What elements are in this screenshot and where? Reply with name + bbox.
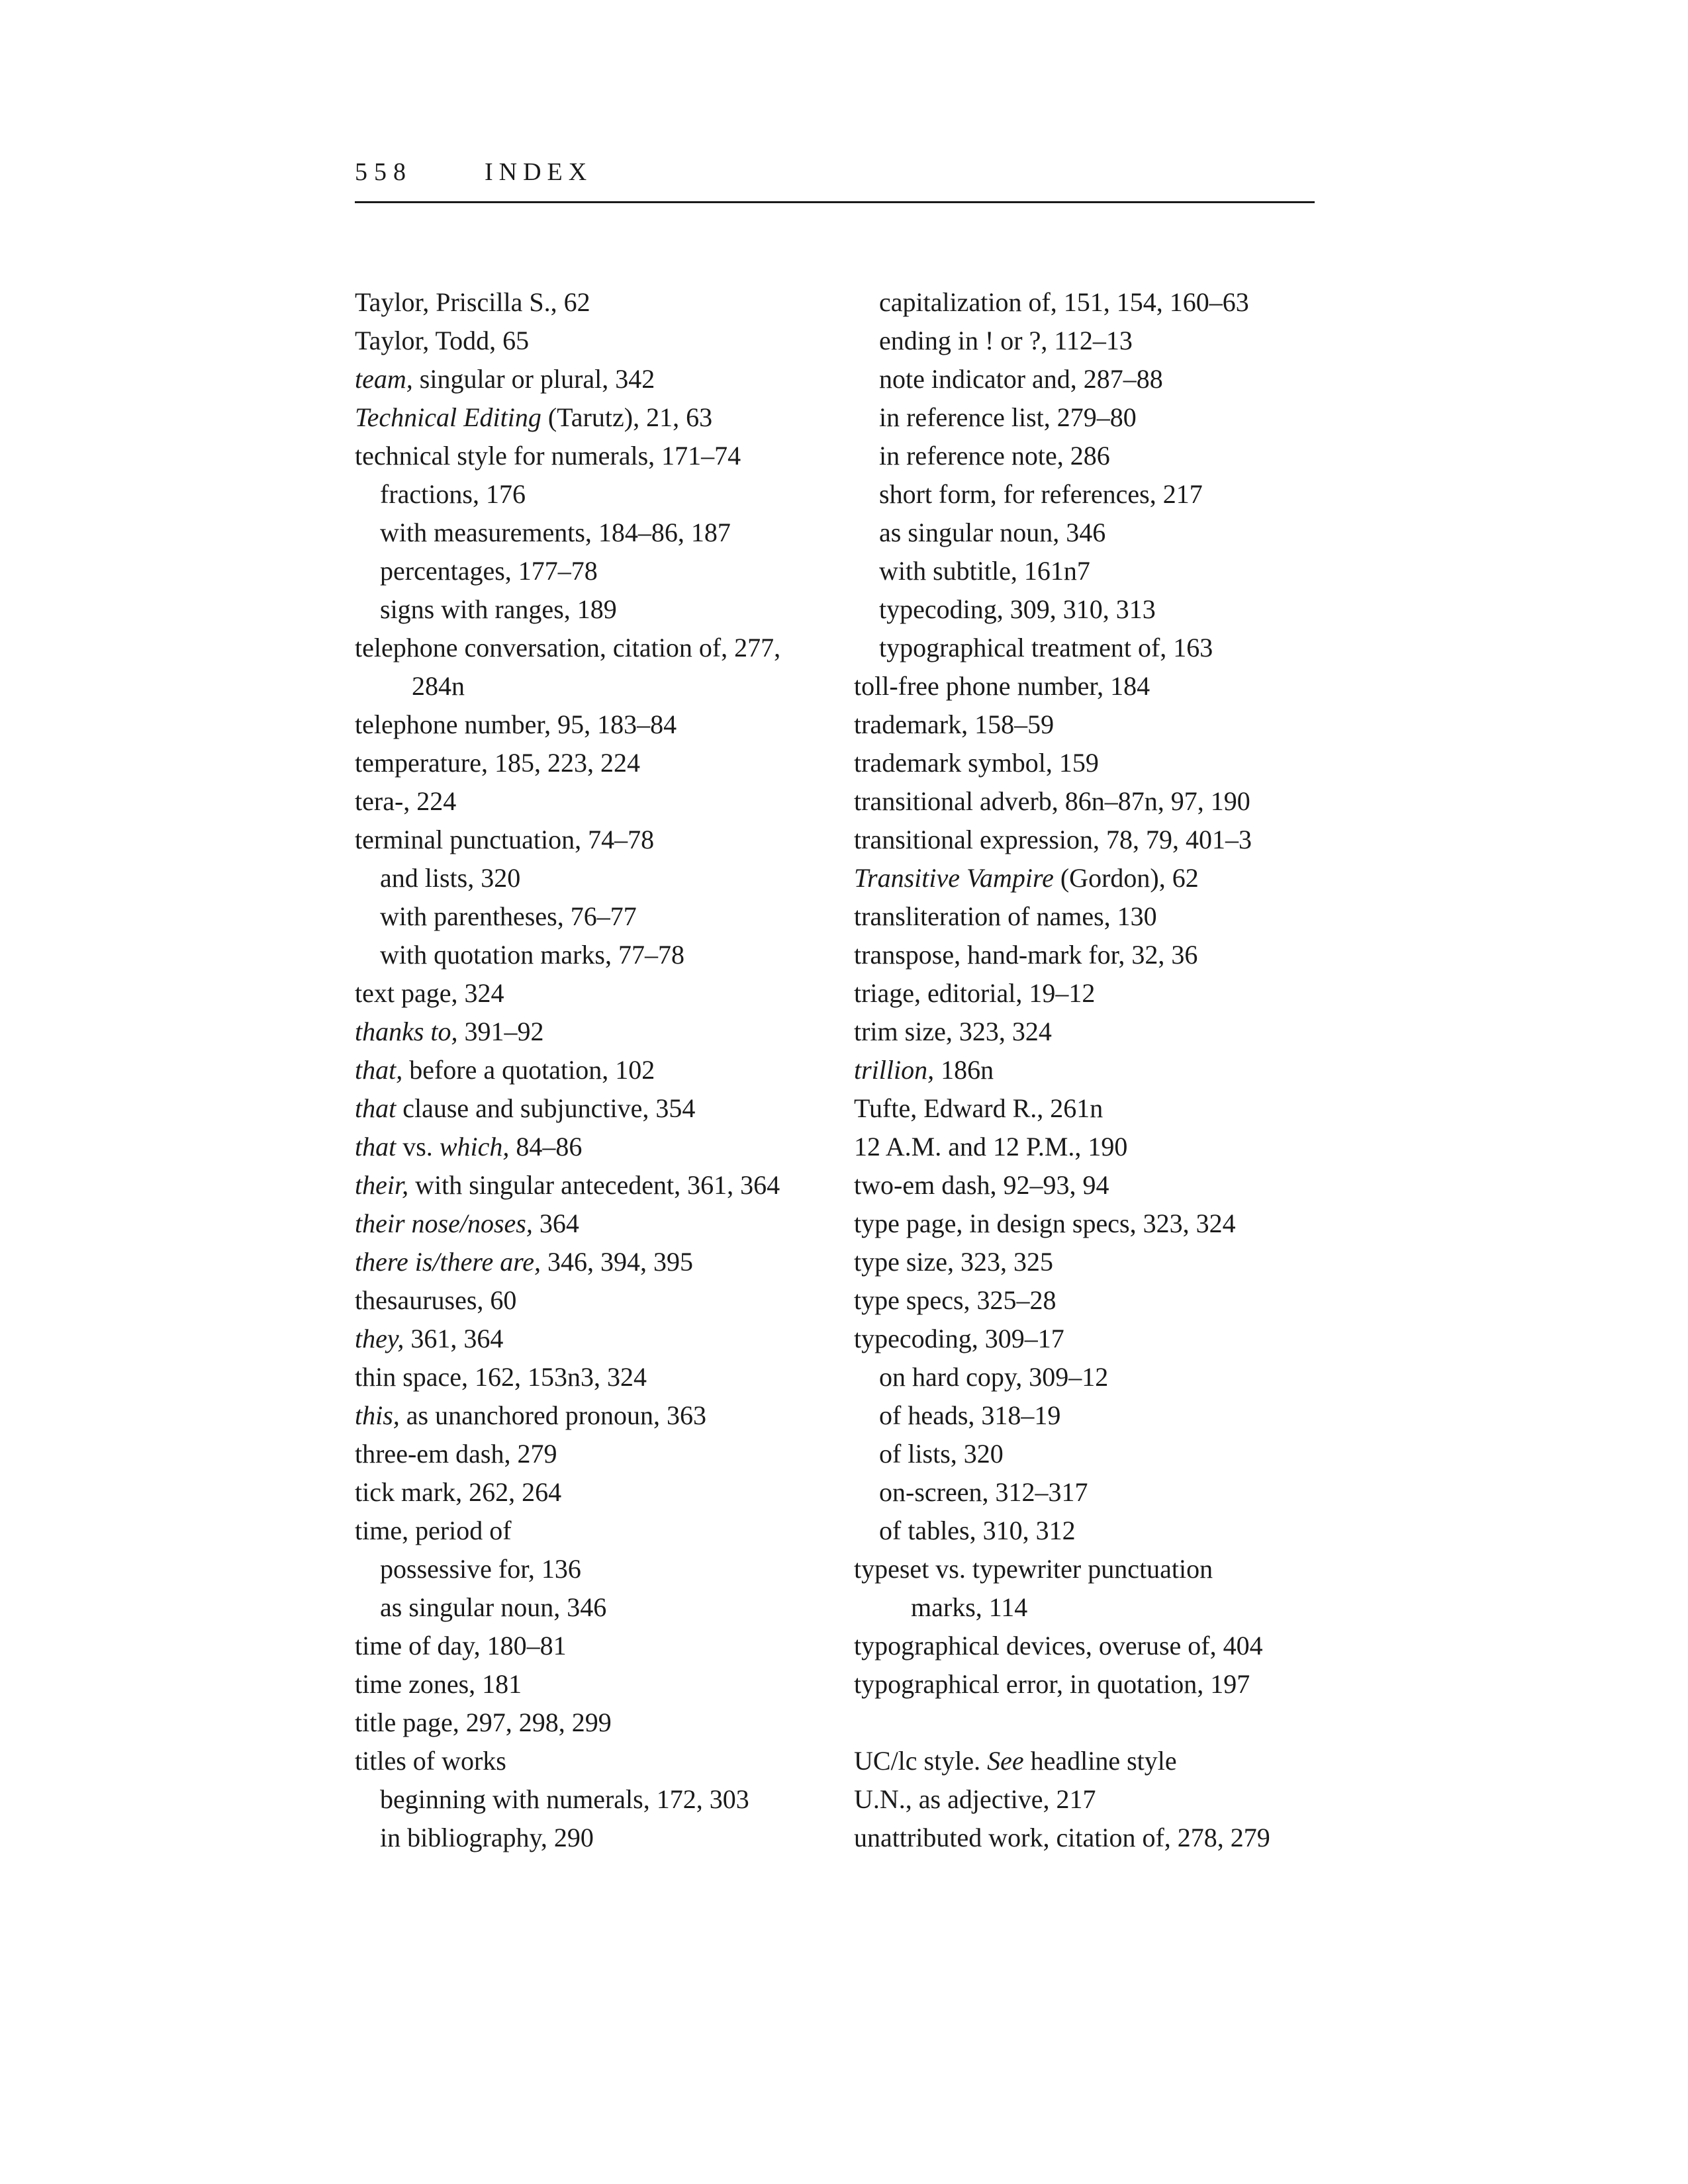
entry-text: 364 <box>532 1208 579 1238</box>
italic-term: that <box>355 1132 397 1161</box>
index-subentry <box>854 475 1357 514</box>
entry-text: with singular antecedent, 361, 364 <box>408 1170 780 1200</box>
index-entry <box>854 1205 1357 1243</box>
index-entry <box>355 1473 858 1512</box>
entry-text: 186n <box>934 1055 994 1085</box>
entry-text: 12 A.M. and 12 P.M., 190 <box>854 1132 1128 1161</box>
entry-text: typographical treatment of, 163 <box>879 633 1213 662</box>
italic-term: thanks to, <box>355 1017 458 1046</box>
index-entry <box>355 322 858 360</box>
entry-text: UC/lc style. <box>854 1746 988 1776</box>
index-subentry <box>355 475 858 514</box>
index-subentry <box>355 897 858 936</box>
entry-text: (Gordon), 62 <box>1053 863 1199 893</box>
entry-text: text page, 324 <box>355 978 504 1008</box>
index-entry <box>854 1013 1357 1051</box>
entry-text: time of day, 180–81 <box>355 1631 567 1661</box>
index-entry <box>355 1166 858 1205</box>
entry-text: vs. <box>396 1132 440 1161</box>
index-entry <box>854 1089 1357 1128</box>
index-entry <box>854 859 1357 897</box>
index-entry <box>854 974 1357 1013</box>
index-subentry <box>854 590 1357 629</box>
running-head: INDEX <box>485 158 593 186</box>
italic-term: Technical Editing <box>355 402 541 432</box>
index-subentry <box>854 1358 1357 1396</box>
index-entry <box>355 1243 858 1281</box>
index-subentry <box>854 322 1357 360</box>
index-entry <box>854 1550 1357 1588</box>
index-entry <box>355 1396 858 1435</box>
entry-text: (Tarutz), 21, 63 <box>541 402 713 432</box>
entry-text: titles of works <box>355 1746 506 1776</box>
entry-text: in reference list, 279–80 <box>879 402 1137 432</box>
index-entry <box>355 360 858 398</box>
index-entry <box>355 629 858 667</box>
index-entry <box>854 667 1357 705</box>
index-column-right <box>854 283 1357 1857</box>
index-entry <box>355 1089 858 1128</box>
entry-text: time, period of <box>355 1516 512 1545</box>
entry-text: note indicator and, 287–88 <box>879 364 1163 394</box>
entry-text: time zones, 181 <box>355 1669 522 1699</box>
index-entry <box>355 705 858 744</box>
index-entry <box>854 1243 1357 1281</box>
index-entry <box>355 1742 858 1780</box>
entry-text: transpose, hand-mark for, 32, 36 <box>854 940 1198 970</box>
index-entry <box>355 1435 858 1473</box>
italic-term: which, <box>439 1132 510 1161</box>
entry-text: U.N., as adjective, 217 <box>854 1784 1096 1814</box>
index-subentry <box>355 1588 858 1627</box>
entry-text: with quotation marks, 77–78 <box>380 940 684 970</box>
entry-text: and lists, 320 <box>380 863 521 893</box>
index-entry <box>854 1742 1357 1780</box>
entry-text: of tables, 310, 312 <box>879 1516 1076 1545</box>
index-entry <box>854 744 1357 782</box>
index-subentry <box>355 859 858 897</box>
entry-text: type page, in design specs, 323, 324 <box>854 1208 1236 1238</box>
index-subentry <box>854 283 1357 322</box>
index-entry <box>355 1128 858 1166</box>
entry-text: signs with ranges, 189 <box>380 594 617 624</box>
entry-text: with parentheses, 76–77 <box>380 901 637 931</box>
entry-text: typecoding, 309, 310, 313 <box>879 594 1156 624</box>
index-subentry <box>355 1780 858 1819</box>
index-entry <box>355 1205 858 1243</box>
entry-text: Taylor, Todd, 65 <box>355 326 530 355</box>
entry-text: technical style for numerals, 171–74 <box>355 441 741 471</box>
entry-text: short form, for references, 217 <box>879 479 1203 509</box>
index-entry <box>355 821 858 859</box>
index-entry <box>355 1704 858 1742</box>
italic-term: they, <box>355 1324 404 1353</box>
entry-text: fractions, 176 <box>380 479 526 509</box>
italic-term: their, <box>355 1170 409 1200</box>
entry-text: as unanchored pronoun, 363 <box>399 1400 707 1430</box>
header-rule <box>355 201 1315 203</box>
entry-text: capitalization of, 151, 154, 160–63 <box>879 287 1249 317</box>
index-entry <box>355 398 858 437</box>
index-column-left <box>355 283 858 1857</box>
italic-term: See <box>987 1746 1024 1776</box>
index-entry <box>854 936 1357 974</box>
entry-text: type size, 323, 325 <box>854 1247 1054 1277</box>
index-subentry <box>355 1819 858 1857</box>
entry-text: Tufte, Edward R., 261n <box>854 1093 1103 1123</box>
index-subentry <box>355 590 858 629</box>
index-entry <box>355 1281 858 1320</box>
index-entry <box>355 1013 858 1051</box>
italic-term: Transitive Vampire <box>854 863 1054 893</box>
index-entry <box>355 1358 858 1396</box>
entry-text: trim size, 323, 324 <box>854 1017 1052 1046</box>
entry-text: 346, 394, 395 <box>541 1247 694 1277</box>
entry-text: 391–92 <box>457 1017 544 1046</box>
italic-term: team, <box>355 364 413 394</box>
index-entry <box>854 1166 1357 1205</box>
entry-text: trademark, 158–59 <box>854 709 1055 739</box>
entry-text: type specs, 325–28 <box>854 1285 1056 1315</box>
entry-text: tick mark, 262, 264 <box>355 1477 562 1507</box>
entry-text: tera-, 224 <box>355 786 457 816</box>
entry-text: in reference note, 286 <box>879 441 1110 471</box>
index-entry <box>854 705 1357 744</box>
index-entry <box>854 821 1357 859</box>
italic-term: that, <box>355 1055 403 1085</box>
entry-text: title page, 297, 298, 299 <box>355 1707 612 1737</box>
entry-text: two-em dash, 92–93, 94 <box>854 1170 1109 1200</box>
index-subentry <box>854 629 1357 667</box>
index-entry <box>355 283 858 322</box>
entry-text: 84–86 <box>509 1132 583 1161</box>
index-subentry <box>854 1588 1357 1627</box>
index-subentry <box>355 1550 858 1588</box>
index-subentry <box>355 552 858 590</box>
index-subentry <box>854 360 1357 398</box>
entry-text: ending in ! or ?, 112–13 <box>879 326 1133 355</box>
index-subentry <box>854 1512 1357 1550</box>
index-entry <box>355 974 858 1013</box>
entry-text: typographical devices, overuse of, 404 <box>854 1631 1263 1661</box>
entry-text: clause and subjunctive, 354 <box>396 1093 696 1123</box>
entry-text: unattributed work, citation of, 278, 279 <box>854 1823 1270 1852</box>
entry-text: terminal punctuation, 74–78 <box>355 825 655 854</box>
index-entry <box>854 1320 1357 1358</box>
entry-text: trademark symbol, 159 <box>854 748 1099 778</box>
index-entry <box>854 1128 1357 1166</box>
entry-text: telephone conversation, citation of, 277, <box>355 633 781 662</box>
index-entry <box>355 744 858 782</box>
italic-term: there is/there are, <box>355 1247 541 1277</box>
italic-term: trillion, <box>854 1055 935 1085</box>
italic-term: this, <box>355 1400 400 1430</box>
entry-text: temperature, 185, 223, 224 <box>355 748 640 778</box>
entry-text: Taylor, Priscilla S., 62 <box>355 287 590 317</box>
index-entry <box>854 782 1357 821</box>
entry-text: typographical error, in quotation, 197 <box>854 1669 1250 1699</box>
entry-text: in bibliography, 290 <box>380 1823 594 1852</box>
index-entry <box>355 1665 858 1704</box>
entry-text: beginning with numerals, 172, 303 <box>380 1784 749 1814</box>
index-entry <box>854 1665 1357 1704</box>
letter-group-gap <box>854 1704 1357 1742</box>
index-entry <box>854 1051 1357 1089</box>
entry-text: typecoding, 309–17 <box>854 1324 1064 1353</box>
index-entry <box>854 1780 1357 1819</box>
index-subentry <box>854 1435 1357 1473</box>
entry-text: on-screen, 312–317 <box>879 1477 1088 1507</box>
entry-text: three-em dash, 279 <box>355 1439 557 1469</box>
entry-text: transitional adverb, 86n–87n, 97, 190 <box>854 786 1250 816</box>
index-subentry <box>854 437 1357 475</box>
entry-text: 361, 364 <box>404 1324 504 1353</box>
entry-text: telephone number, 95, 183–84 <box>355 709 677 739</box>
index-entry <box>355 782 858 821</box>
index-subentry <box>854 1396 1357 1435</box>
entry-text: on hard copy, 309–12 <box>879 1362 1109 1392</box>
entry-text: possessive for, 136 <box>380 1554 581 1584</box>
entry-text: as singular noun, 346 <box>380 1592 607 1622</box>
index-entry <box>854 897 1357 936</box>
entry-text: as singular noun, 346 <box>879 518 1106 547</box>
italic-term: their nose/noses, <box>355 1208 533 1238</box>
index-entry <box>854 1819 1357 1857</box>
index-subentry <box>355 667 858 705</box>
italic-term: that <box>355 1093 397 1123</box>
entry-text: typeset vs. typewriter punctuation <box>854 1554 1213 1584</box>
entry-text: transitional expression, 78, 79, 401–3 <box>854 825 1252 854</box>
index-entry <box>854 1281 1357 1320</box>
entry-text: before a quotation, 102 <box>402 1055 655 1085</box>
index-entry <box>355 1627 858 1665</box>
entry-text: percentages, 177–78 <box>380 556 598 586</box>
entry-text: 284n <box>412 671 465 701</box>
index-subentry <box>854 398 1357 437</box>
entry-text: of heads, 318–19 <box>879 1400 1061 1430</box>
entry-text: transliteration of names, 130 <box>854 901 1157 931</box>
page-header <box>355 158 1315 204</box>
index-entry <box>355 1512 858 1550</box>
index-entry <box>355 437 858 475</box>
entry-text: thin space, 162, 153n3, 324 <box>355 1362 647 1392</box>
entry-text: with measurements, 184–86, 187 <box>380 518 731 547</box>
entry-text: singular or plural, 342 <box>412 364 655 394</box>
index-subentry <box>854 552 1357 590</box>
entry-text: thesauruses, 60 <box>355 1285 517 1315</box>
entry-text: triage, editorial, 19–12 <box>854 978 1096 1008</box>
entry-text: with subtitle, 161n7 <box>879 556 1090 586</box>
index-entry <box>854 1627 1357 1665</box>
index-subentry <box>355 514 858 552</box>
entry-text: toll-free phone number, 184 <box>854 671 1150 701</box>
entry-text: of lists, 320 <box>879 1439 1004 1469</box>
index-entry <box>355 1320 858 1358</box>
index-entry <box>355 1051 858 1089</box>
entry-text: marks, 114 <box>911 1592 1028 1622</box>
index-subentry <box>854 1473 1357 1512</box>
entry-text: headline style <box>1023 1746 1177 1776</box>
index-subentry <box>355 936 858 974</box>
index-subentry <box>854 514 1357 552</box>
page-number: 558 <box>355 158 412 186</box>
